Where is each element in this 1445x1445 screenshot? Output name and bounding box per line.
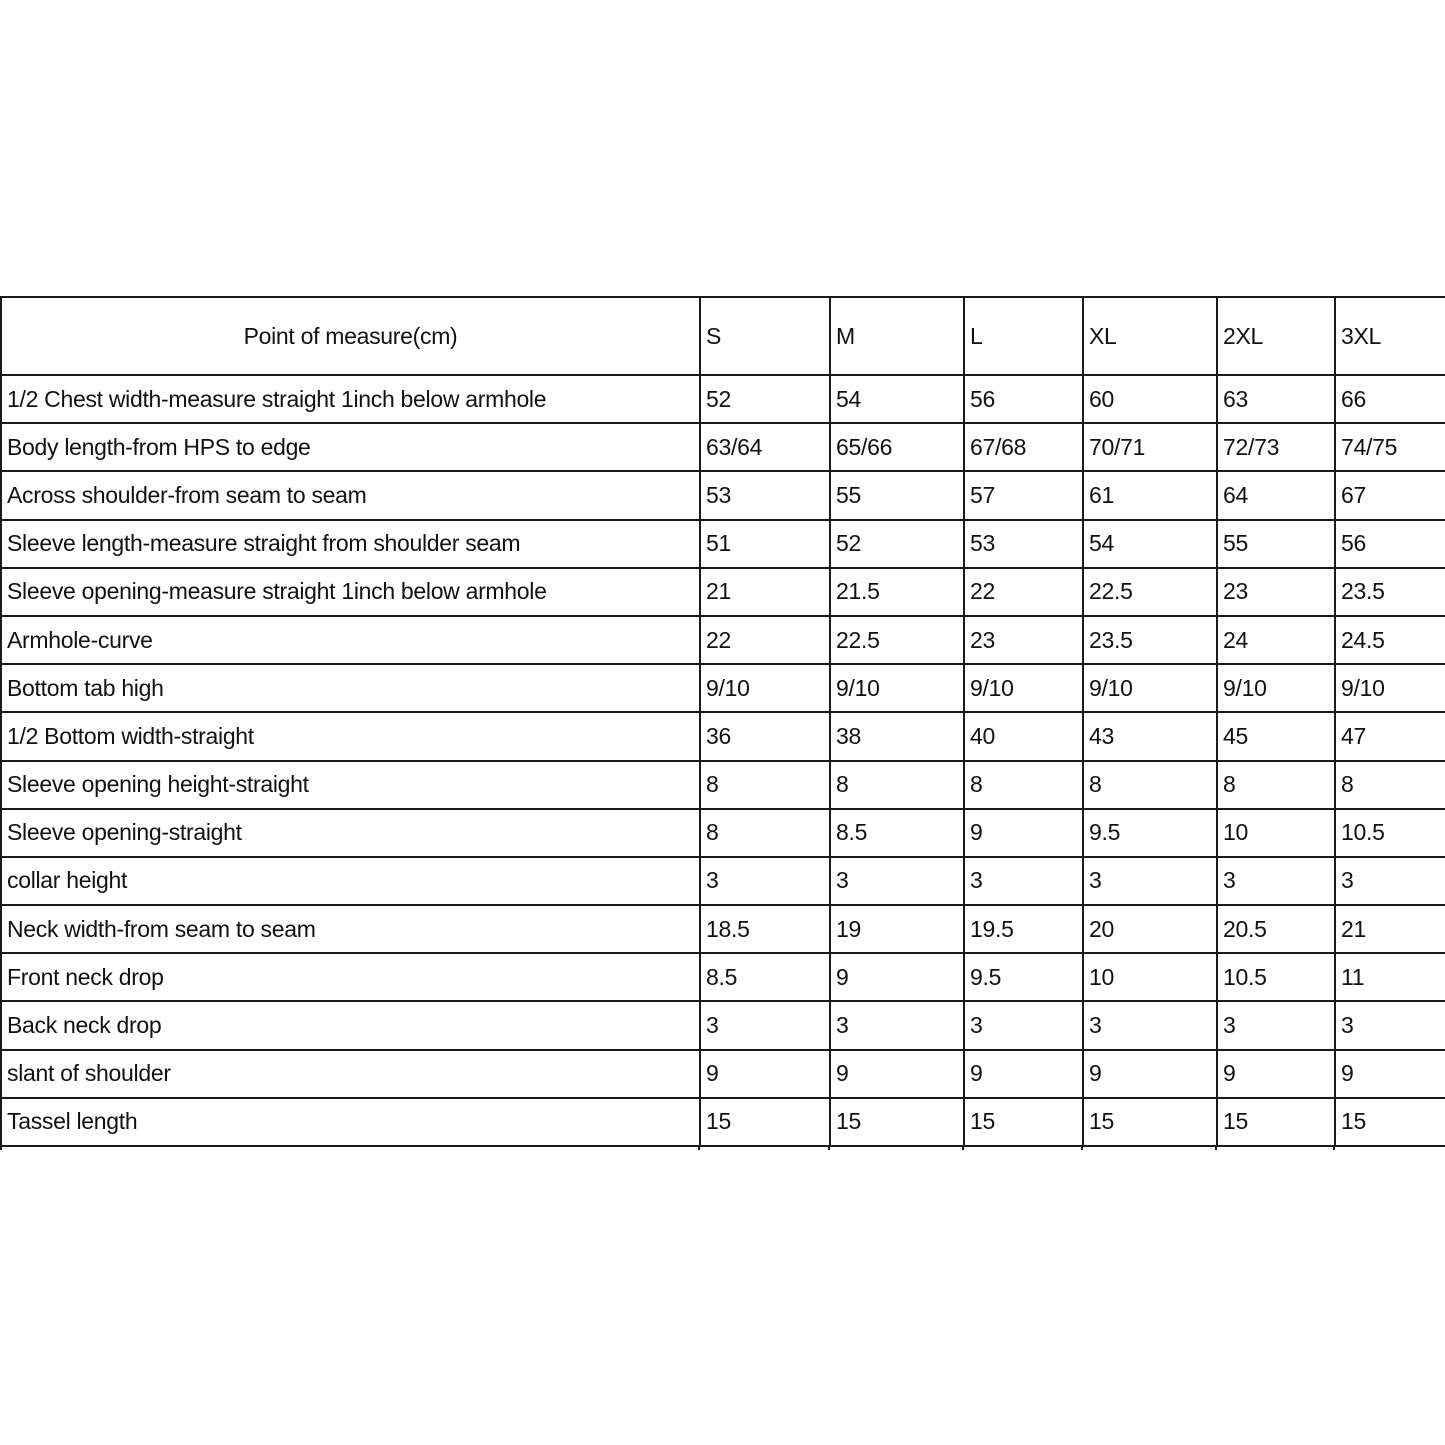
measure-label: 1/2 Chest width-measure straight 1inch below armhole — [1, 375, 700, 423]
header-point-of-measure: Point of measure(cm) — [1, 297, 700, 375]
value-3xl: 11 — [1335, 953, 1445, 1001]
value-2xl: 15 — [1217, 1098, 1335, 1146]
value-l: 40 — [964, 712, 1083, 760]
measure-label: Armhole-curve — [1, 616, 700, 664]
divider-stub — [698, 1146, 700, 1150]
value-s: 9 — [700, 1050, 830, 1098]
divider-stub — [0, 1146, 2, 1150]
value-2xl: 10 — [1217, 809, 1335, 857]
value-l: 19.5 — [964, 905, 1083, 953]
value-3xl: 8 — [1335, 761, 1445, 809]
value-2xl: 64 — [1217, 471, 1335, 519]
measure-label: Back neck drop — [1, 1001, 700, 1049]
value-s: 36 — [700, 712, 830, 760]
value-3xl: 47 — [1335, 712, 1445, 760]
value-l: 9 — [964, 809, 1083, 857]
measure-label: Neck width-from seam to seam — [1, 905, 700, 953]
measure-label: slant of shoulder — [1, 1050, 700, 1098]
size-chart-table — [0, 296, 1445, 1147]
value-xl: 54 — [1083, 520, 1217, 568]
measure-label: Across shoulder-from seam to seam — [1, 471, 700, 519]
value-m: 55 — [830, 471, 964, 519]
value-3xl: 3 — [1335, 857, 1445, 905]
table-bottom-stubs — [0, 1146, 1445, 1150]
divider-stub — [1333, 1146, 1335, 1150]
value-3xl: 3 — [1335, 1001, 1445, 1049]
value-m: 9 — [830, 953, 964, 1001]
value-m: 3 — [830, 1001, 964, 1049]
header-size-s: S — [700, 297, 830, 375]
value-xl: 43 — [1083, 712, 1217, 760]
value-s: 51 — [700, 520, 830, 568]
value-s: 9/10 — [700, 664, 830, 712]
value-l: 67/68 — [964, 423, 1083, 471]
header-size-l: L — [964, 297, 1083, 375]
value-3xl: 66 — [1335, 375, 1445, 423]
value-2xl: 24 — [1217, 616, 1335, 664]
value-3xl: 56 — [1335, 520, 1445, 568]
value-3xl: 15 — [1335, 1098, 1445, 1146]
value-s: 53 — [700, 471, 830, 519]
value-xl: 60 — [1083, 375, 1217, 423]
table-row — [1, 809, 1445, 857]
value-s: 8 — [700, 809, 830, 857]
table-row — [1, 520, 1445, 568]
table-row — [1, 712, 1445, 760]
value-s: 63/64 — [700, 423, 830, 471]
value-2xl: 3 — [1217, 1001, 1335, 1049]
value-xl: 15 — [1083, 1098, 1217, 1146]
value-xl: 23.5 — [1083, 616, 1217, 664]
measure-label: Front neck drop — [1, 953, 700, 1001]
value-xl: 3 — [1083, 857, 1217, 905]
table-row — [1, 1050, 1445, 1098]
table-row — [1, 953, 1445, 1001]
value-l: 57 — [964, 471, 1083, 519]
value-s: 15 — [700, 1098, 830, 1146]
table-row — [1, 1001, 1445, 1049]
measure-label: Body length-from HPS to edge — [1, 423, 700, 471]
value-l: 9 — [964, 1050, 1083, 1098]
value-xl: 9 — [1083, 1050, 1217, 1098]
value-3xl: 23.5 — [1335, 568, 1445, 616]
value-m: 65/66 — [830, 423, 964, 471]
header-size-xl: XL — [1083, 297, 1217, 375]
value-3xl: 67 — [1335, 471, 1445, 519]
value-m: 54 — [830, 375, 964, 423]
value-s: 3 — [700, 857, 830, 905]
value-l: 3 — [964, 857, 1083, 905]
value-xl: 9.5 — [1083, 809, 1217, 857]
value-m: 8.5 — [830, 809, 964, 857]
value-3xl: 9/10 — [1335, 664, 1445, 712]
value-l: 23 — [964, 616, 1083, 664]
value-2xl: 72/73 — [1217, 423, 1335, 471]
value-s: 21 — [700, 568, 830, 616]
table-row — [1, 568, 1445, 616]
size-chart-container — [0, 296, 1445, 1147]
table-row — [1, 664, 1445, 712]
value-l: 22 — [964, 568, 1083, 616]
table-row — [1, 1098, 1445, 1146]
value-3xl: 10.5 — [1335, 809, 1445, 857]
value-s: 3 — [700, 1001, 830, 1049]
table-row — [1, 423, 1445, 471]
value-3xl: 24.5 — [1335, 616, 1445, 664]
value-2xl: 9/10 — [1217, 664, 1335, 712]
measure-label: Bottom tab high — [1, 664, 700, 712]
header-size-3xl: 3XL — [1335, 297, 1445, 375]
value-m: 22.5 — [830, 616, 964, 664]
value-m: 9 — [830, 1050, 964, 1098]
value-s: 22 — [700, 616, 830, 664]
value-2xl: 3 — [1217, 857, 1335, 905]
divider-stub — [962, 1146, 964, 1150]
value-l: 8 — [964, 761, 1083, 809]
value-m: 15 — [830, 1098, 964, 1146]
measure-label: Tassel length — [1, 1098, 700, 1146]
value-2xl: 10.5 — [1217, 953, 1335, 1001]
measure-label: Sleeve opening height-straight — [1, 761, 700, 809]
header-size-m: M — [830, 297, 964, 375]
value-2xl: 23 — [1217, 568, 1335, 616]
value-m: 3 — [830, 857, 964, 905]
table-row — [1, 761, 1445, 809]
value-s: 52 — [700, 375, 830, 423]
value-3xl: 9 — [1335, 1050, 1445, 1098]
value-l: 15 — [964, 1098, 1083, 1146]
divider-stub — [828, 1146, 830, 1150]
table-row — [1, 471, 1445, 519]
measure-label: collar height — [1, 857, 700, 905]
value-xl: 8 — [1083, 761, 1217, 809]
value-l: 56 — [964, 375, 1083, 423]
value-l: 9.5 — [964, 953, 1083, 1001]
value-m: 9/10 — [830, 664, 964, 712]
value-xl: 9/10 — [1083, 664, 1217, 712]
value-xl: 10 — [1083, 953, 1217, 1001]
divider-stub — [1081, 1146, 1083, 1150]
value-2xl: 55 — [1217, 520, 1335, 568]
value-s: 18.5 — [700, 905, 830, 953]
value-l: 9/10 — [964, 664, 1083, 712]
value-2xl: 20.5 — [1217, 905, 1335, 953]
value-s: 8.5 — [700, 953, 830, 1001]
value-l: 53 — [964, 520, 1083, 568]
value-3xl: 74/75 — [1335, 423, 1445, 471]
value-xl: 61 — [1083, 471, 1217, 519]
measure-label: Sleeve length-measure straight from shoulder seam — [1, 520, 700, 568]
value-m: 52 — [830, 520, 964, 568]
value-3xl: 21 — [1335, 905, 1445, 953]
header-size-2xl: 2XL — [1217, 297, 1335, 375]
value-2xl: 8 — [1217, 761, 1335, 809]
value-m: 19 — [830, 905, 964, 953]
value-xl: 70/71 — [1083, 423, 1217, 471]
value-2xl: 63 — [1217, 375, 1335, 423]
value-m: 21.5 — [830, 568, 964, 616]
table-row — [1, 857, 1445, 905]
value-xl: 22.5 — [1083, 568, 1217, 616]
table-row — [1, 905, 1445, 953]
table-row — [1, 616, 1445, 664]
value-s: 8 — [700, 761, 830, 809]
table-row — [1, 375, 1445, 423]
header-row — [1, 297, 1445, 375]
divider-stub — [1215, 1146, 1217, 1150]
measure-label: 1/2 Bottom width-straight — [1, 712, 700, 760]
value-m: 8 — [830, 761, 964, 809]
measure-label: Sleeve opening-measure straight 1inch below armhole — [1, 568, 700, 616]
value-xl: 20 — [1083, 905, 1217, 953]
value-m: 38 — [830, 712, 964, 760]
value-2xl: 9 — [1217, 1050, 1335, 1098]
value-l: 3 — [964, 1001, 1083, 1049]
value-2xl: 45 — [1217, 712, 1335, 760]
measure-label: Sleeve opening-straight — [1, 809, 700, 857]
value-xl: 3 — [1083, 1001, 1217, 1049]
